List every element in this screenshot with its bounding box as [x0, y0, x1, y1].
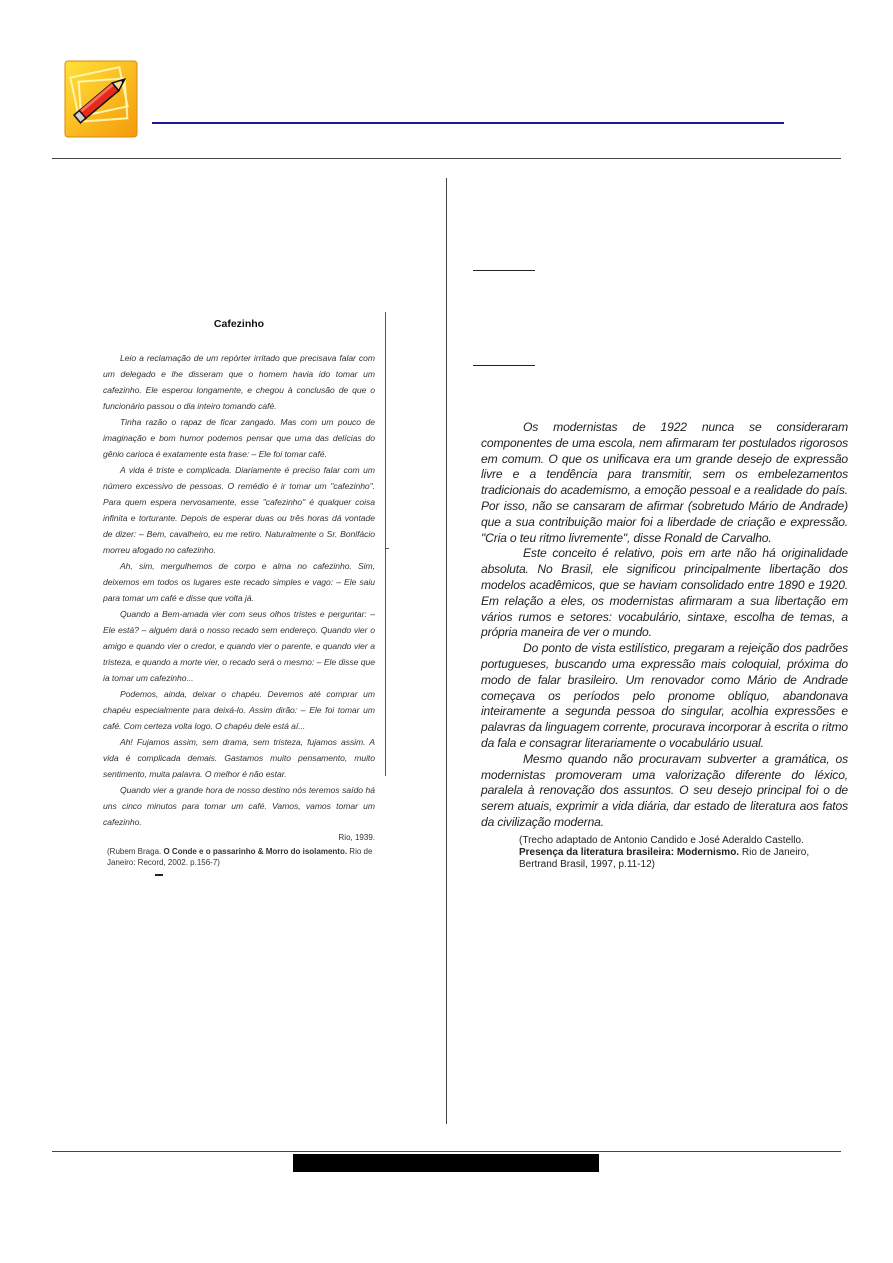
footer-bar — [293, 1154, 599, 1172]
essay-source-rest: Rio de Janeiro, Bertrand Brasil, 1997, p.11-12) — [519, 846, 810, 870]
essay-source — [481, 835, 848, 871]
essay-source-title: Presença da literatura brasileira: Modernismo. — [519, 846, 740, 858]
story-paragraph: Ah! Fujamos assim, sem drama, sem tristeza, fujamos assim. A vida é complicada demais. Gastamos muito pensamento, muito sentimento, muita palavra. O melhor é não estar. — [103, 737, 375, 779]
story-source-rest: Rio de Janeiro: Record, 2002. p.156-7) — [107, 847, 373, 867]
answer-blank-line — [473, 270, 535, 271]
essay-source-prefix: (Trecho adaptado de Antonio Candido e José Aderaldo Castello. — [519, 834, 804, 846]
story-paragraph: Leio a reclamação de um repórter irritado que precisava falar com um delegado e lhe disseram que o homem havia ido tomar um cafezinho. Ele esperou longamente, e chegou à conclusão de que o funcionário passou o dia inteiro tomando café. — [103, 353, 375, 411]
story-source — [103, 846, 375, 868]
answer-blank-line — [473, 365, 535, 366]
header-blue-rule — [152, 122, 784, 124]
story-paragraph: Quando vier a grande hora de nosso destino nós teremos saído há uns cinco minutos para tomar um café. Vamos, vamos tomar um cafezinho. — [103, 785, 375, 827]
essay-block — [481, 420, 848, 871]
column-divider — [446, 178, 447, 1124]
story-paragraph: Ah, sim, mergulhemos de corpo e alma no cafezinho. Sim, deixemos em todos os lugares este recado simples e vago: – Ele saiu para tomar um café e disse que volta já. — [103, 561, 375, 603]
story-paragraph: Podemos, ainda, deixar o chapéu. Devemos até comprar um chapéu especialmente para deixá-lo. Assim dirão: – Ele foi tomar um café. Com certeza volta logo. O chapéu dele está aí... — [103, 689, 375, 731]
story-paragraph: A vida é triste e complicada. Diariamente é preciso falar com um número excessivo de pessoas. O remédio é ir tomar um "cafezinho". Para quem espera nervosamente, esse "cafezinho" é qualquer coisa infinita e torturante. Depois de esperar duas ou três horas dá vontade de dizer: – Bem, cavalheiro, eu me retiro. Naturalmente o Sr. Bonifácio morreu afogado no cafezinho. — [103, 465, 375, 555]
story-body — [103, 350, 375, 830]
pencil-logo-icon — [64, 60, 138, 138]
essay-paragraph: Mesmo quando não procuravam subverter a gramática, os modernistas promoveram uma valorização diferente do léxico, paralela à renovação dos assuntos. O seu desejo principal foi o de serem atuais, exprimir a vida diária, dar estado de literatura aos fatos da civilização moderna. — [481, 751, 848, 829]
story-paragraph: Quando a Bem-amada vier com seus olhos tristes e perguntar: – Ele está? – alguém dará o nosso recado sem endereço. Quando vier o amigo e quando vier o credor, e quando vier o parente, e quando vier a tristeza, e quando a morte vier, o recado será o mesmo: – Ele disse que ia tomar um cafezinho... — [103, 609, 375, 683]
story-source-author: (Rubem Braga. — [107, 847, 162, 856]
answer-dash — [155, 874, 163, 876]
story-paragraph: Tinha razão o rapaz de ficar zangado. Mas com um pouco de imaginação e bom humor podemos pensar que uma das delícias do gênio carioca é exatamente esta frase: – Ele foi tomar café. — [103, 417, 375, 459]
story-date: Rio, 1939. — [338, 833, 375, 842]
header-divider — [52, 158, 841, 159]
story-source-title: O Conde e o passarinho & Morro do isolamento. — [163, 847, 348, 856]
essay-paragraph: Os modernistas de 1922 nunca se consideraram componentes de uma escola, nem afirmaram ter postulados rigorosos em comum. O que os unificava era um grande desejo de expressão livre e a tendência para transmitir, sem os embelezamentos tradicionais do academismo, a emoção pessoal e a realidade do país. Por isso, não se cansaram de afirmar (sobretudo Mário de Andrade) que a sua contribuição maior foi a liberdade de criação e expressão. "Cria o teu ritmo livremente", disse Ronald de Carvalho. — [481, 420, 848, 545]
story-bracket-line — [385, 312, 386, 776]
story-title: Cafezinho — [213, 318, 265, 330]
story-block — [103, 318, 375, 868]
footer-divider — [52, 1151, 841, 1152]
story-bracket-tick — [385, 548, 389, 549]
essay-paragraph: Este conceito é relativo, pois em arte não há originalidade absoluta. No Brasil, ele significou principalmente libertação dos modelos acadêmicos, que se haviam consolidado entre 1890 e 1920. Em relação a eles, os modernistas afirmaram a sua libertação em vários rumos e setores: vocabulário, sintaxe, escolha de temas, a própria maneira de ver o mundo. — [481, 546, 848, 640]
essay-paragraph: Do ponto de vista estilístico, pregaram a rejeição dos padrões portugueses, buscando uma expressão mais coloquial, próxima do modo de falar brasileiro. Um renovador como Mário de Andrade começava os períodos pelo pronome oblíquo, abandonava inteiramente a segunda pessoa do singular, acolhia expressões e palavras da linguagem corrente, procurava incorporar à escrita o ritmo da fala e consagrar literariamente o vocabulário usual. — [481, 641, 848, 750]
